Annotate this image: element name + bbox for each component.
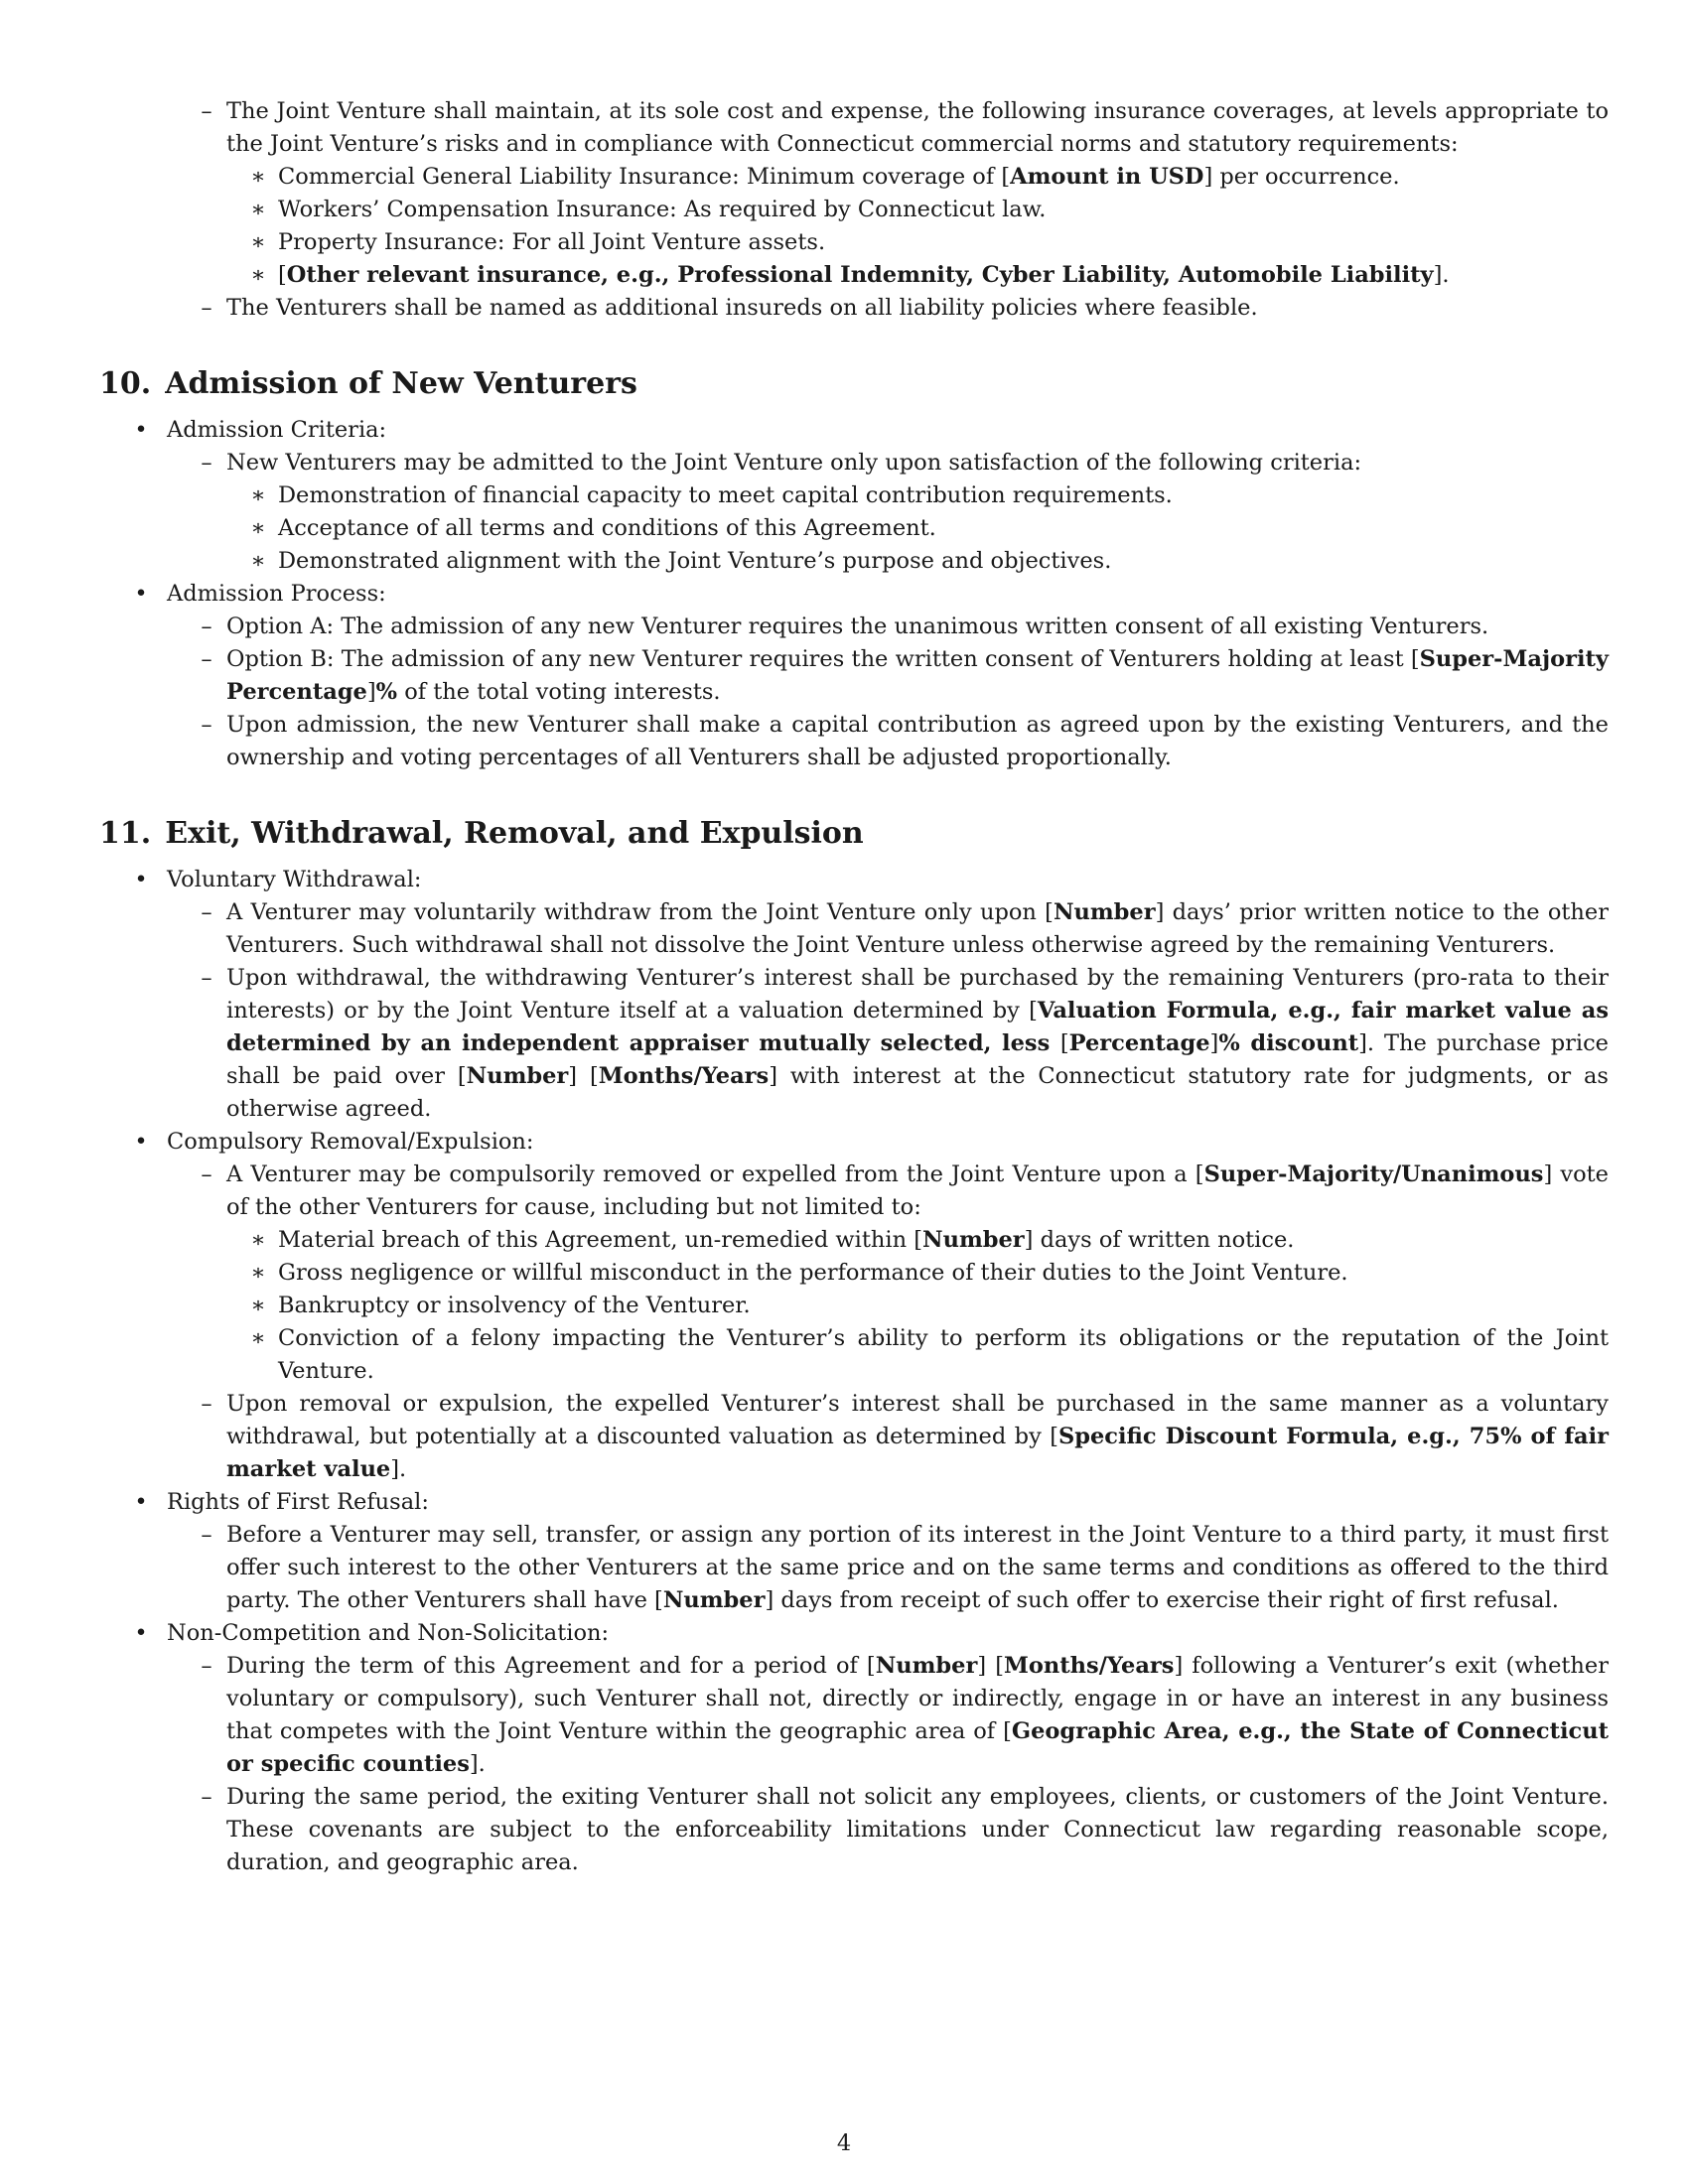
body-text: ]. (390, 1456, 407, 1482)
page-number: 4 (836, 2130, 852, 2156)
list-item-level-3 (99, 545, 1609, 578)
body-text: A Venturer may voluntarily withdraw from the Joint Venture only upon [ (226, 899, 1054, 925)
section-title: Exit, Withdrawal, Removal, and Expulsion (165, 816, 864, 851)
bullet-marker: • (134, 1489, 148, 1515)
section-10-list (99, 414, 1609, 774)
dash-marker: – (201, 712, 212, 738)
list-item-level-2 (99, 962, 1609, 1126)
body-text: Upon withdrawal, the withdrawing Venturer’s interest shall be purchased by the remaining Venturers (pro-rata to their interests) or by the Joint Venture itself at a valuation determined by [ (226, 965, 1609, 1024)
list-item-level-3 (99, 1322, 1609, 1388)
body-text: of the total voting interests. (397, 679, 721, 705)
list-item-level-2 (99, 709, 1609, 774)
bullet-marker: • (134, 417, 148, 443)
list-item-level-1 (99, 1486, 1609, 1519)
body-text: Compulsory Removal/Expulsion: (167, 1129, 534, 1155)
section-10-heading (99, 364, 1609, 404)
body-text: ] per occurrence. (1203, 164, 1400, 190)
body-text: Bankruptcy or insolvency of the Venturer. (278, 1293, 751, 1318)
section-number: 10. (99, 366, 152, 401)
dash-marker: – (201, 614, 212, 639)
body-text: The Venturers shall be named as additional insureds on all liability policies where feasible. (226, 295, 1258, 321)
list-item-level-2 (99, 1650, 1609, 1781)
list-item-level-3 (99, 1224, 1609, 1257)
placeholder-text: Specific Discount Formula, e.g., 75% of fair market value (226, 1424, 1609, 1482)
asterisk-marker: ∗ (250, 197, 266, 222)
asterisk-marker: ∗ (250, 1260, 266, 1286)
body-text: Gross negligence or willful misconduct in the performance of their duties to the Joint Venture. (278, 1260, 1348, 1286)
body-text: [ (1059, 1030, 1069, 1056)
placeholder-text: Amount in USD (1010, 164, 1204, 190)
placeholder-text: Super-Majority/Unanimous (1203, 1161, 1544, 1187)
bullet-marker: • (134, 867, 148, 892)
asterisk-marker: ∗ (250, 229, 266, 255)
body-text: Demonstration of financial capacity to meet capital contribution requirements. (278, 482, 1173, 508)
placeholder-text: Number (662, 1587, 766, 1613)
body-text: ]. (1433, 262, 1450, 288)
placeholder-text: Number (466, 1063, 569, 1089)
body-text: The Joint Venture shall maintain, at its sole cost and expense, the following insurance coverages, at levels appropriate to the Joint Venture’s risks and in compliance with Connecticut commercial norms and statutory requirements: (226, 98, 1609, 157)
list-item-level-2 (99, 95, 1609, 161)
body-text: Admission Criteria: (167, 417, 387, 443)
list-item-level-2 (99, 1781, 1609, 1879)
body-text: ] (366, 679, 376, 705)
placeholder-text: % discount (1218, 1030, 1359, 1056)
placeholder-text: Number (875, 1653, 978, 1679)
body-text: Admission Process: (167, 581, 386, 607)
body-text: During the same period, the exiting Venturer shall not solicit any employees, clients, or customers of the Joint Venture. These covenants are subject to the enforceability limitations under Connecticut law regarding reasonable scope, duration, and geographic area. (226, 1784, 1609, 1875)
body-text: [ (1001, 164, 1011, 190)
list-item-level-2 (99, 896, 1609, 962)
bullet-marker: • (134, 1129, 148, 1155)
body-text: Option A: The admission of any new Venturer requires the unanimous written consent of all existing Venturers. (226, 614, 1489, 639)
list-item-level-3 (99, 1290, 1609, 1322)
body-text: ] following a Venturer’s exit (whether voluntary or compulsory), such Venturer shall not, directly or indirectly, engage in or have an interest in any business that competes with the Joint Venture within the geographic area of [ (226, 1653, 1609, 1744)
dash-marker: – (201, 1653, 212, 1679)
asterisk-marker: ∗ (250, 548, 266, 574)
body-text: New Venturers may be admitted to the Joint Venture only upon satisfaction of the following criteria: (226, 450, 1362, 476)
placeholder-text: % (375, 679, 398, 705)
section-number: 11. (99, 816, 152, 851)
list-item-level-2 (99, 1388, 1609, 1486)
list-item-level-1 (99, 1126, 1609, 1159)
placeholder-text: Number (922, 1227, 1025, 1253)
dash-marker: – (201, 1161, 212, 1187)
body-text: ] (1209, 1030, 1219, 1056)
placeholder-text: Months/Years (598, 1063, 770, 1089)
body-text: Upon removal or expulsion, the expelled Venturer’s interest shall be purchased in the same manner as a voluntary withdrawal, but potentially at a discounted valuation as determined by [ (226, 1391, 1609, 1449)
list-item-level-3 (99, 259, 1609, 292)
body-text: [ (278, 262, 287, 288)
body-text: Workers’ Compensation Insurance: As required by Connecticut law. (278, 197, 1047, 222)
list-item-level-2 (99, 611, 1609, 643)
dash-marker: – (201, 450, 212, 476)
list-item-level-3 (99, 194, 1609, 226)
body-text: ] days’ prior written notice to the other Venturers. Such withdrawal shall not dissolve the Joint Venture unless otherwise agreed by the remaining Venturers. (226, 899, 1609, 958)
placeholder-text: Months/Years (1004, 1653, 1175, 1679)
body-text: ] days of written notice. (1024, 1227, 1295, 1253)
asterisk-marker: ∗ (250, 1325, 266, 1351)
body-text: Option B: The admission of any new Venturer requires the written consent of Venturers holding at least [ (226, 646, 1420, 672)
body-text: Commercial General Liability Insurance: Minimum coverage of (278, 164, 1002, 190)
bullet-marker: • (134, 1620, 148, 1646)
dash-marker: – (201, 1522, 212, 1548)
body-text: Voluntary Withdrawal: (167, 867, 422, 892)
body-text: Property Insurance: For all Joint Venture assets. (278, 229, 826, 255)
list-item-level-2 (99, 643, 1609, 709)
placeholder-text: Other relevant insurance, e.g., Professional Indemnity, Cyber Liability, Automobile Liability (286, 262, 1434, 288)
body-text: Acceptance of all terms and conditions of this Agreement. (278, 515, 936, 541)
body-text: ] [ (977, 1653, 1004, 1679)
list-item-level-2 (99, 1519, 1609, 1617)
section-11-list (99, 864, 1609, 1879)
list-item-level-1 (99, 1617, 1609, 1650)
section-title: Admission of New Venturers (165, 366, 637, 401)
body-text: ]. (469, 1751, 486, 1777)
body-text: During the term of this Agreement and for a period of [ (226, 1653, 876, 1679)
list-item-level-1 (99, 414, 1609, 447)
dash-marker: – (201, 98, 212, 124)
list-item-level-2 (99, 292, 1609, 325)
body-text: Non-Competition and Non-Solicitation: (167, 1620, 610, 1646)
body-text: Before a Venturer may sell, transfer, or assign any portion of its interest in the Joint Venture to a third party, it must first offer such interest to the other Venturers at the same price and on the same terms and conditions as offered to the third party. The other Venturers shall have [ (226, 1522, 1609, 1613)
bullet-marker: • (134, 581, 148, 607)
dash-marker: – (201, 965, 212, 991)
list-item-level-3 (99, 161, 1609, 194)
placeholder-text: Geographic Area, e.g., the State of Connecticut or specific counties (226, 1718, 1609, 1777)
list-item-level-2 (99, 447, 1609, 479)
body-text: ] [ (568, 1063, 599, 1089)
placeholder-text: Valuation Formula, e.g., fair market value as determined by an independent appraiser mutually selected, less (226, 998, 1610, 1056)
body-text: ] days from receipt of such offer to exercise their right of first refusal. (765, 1587, 1559, 1613)
asterisk-marker: ∗ (250, 164, 266, 190)
list-item-level-3 (99, 226, 1609, 259)
body-text: Upon admission, the new Venturer shall make a capital contribution as agreed upon by the existing Venturers, and the ownership and voting percentages of all Venturers shall be adjusted proportionally. (226, 712, 1609, 770)
dash-marker: – (201, 1391, 212, 1417)
dash-marker: – (201, 1784, 212, 1810)
body-text: Conviction of a felony impacting the Venturer’s ability to perform its obligations or the reputation of the Joint Venture. (278, 1325, 1609, 1384)
body-text: ]. The purchase price shall be paid over [ (226, 1030, 1609, 1089)
body-text: ] vote of the other Venturers for cause, including but not limited to: (226, 1161, 1609, 1220)
body-text: Demonstrated alignment with the Joint Venture’s purpose and objectives. (278, 548, 1112, 574)
body-text: Material breach of this Agreement, un-remedied within [ (278, 1227, 923, 1253)
dash-marker: – (201, 899, 212, 925)
body-text: ] with interest at the Connecticut statutory rate for judgments, or as otherwise agreed. (226, 1063, 1609, 1122)
asterisk-marker: ∗ (250, 1227, 266, 1253)
section-9-insurance-list (99, 95, 1609, 325)
list-item-level-3 (99, 479, 1609, 512)
list-item-level-3 (99, 512, 1609, 545)
list-item-level-1 (99, 864, 1609, 896)
placeholder-text: Number (1053, 899, 1156, 925)
asterisk-marker: ∗ (250, 262, 266, 288)
asterisk-marker: ∗ (250, 482, 266, 508)
asterisk-marker: ∗ (250, 1293, 266, 1318)
list-item-level-3 (99, 1257, 1609, 1290)
document-body (99, 95, 1609, 1879)
dash-marker: – (201, 646, 212, 672)
section-11-heading (99, 814, 1609, 854)
dash-marker: – (201, 295, 212, 321)
asterisk-marker: ∗ (250, 515, 266, 541)
body-text: Rights of First Refusal: (167, 1489, 429, 1515)
body-text: A Venturer may be compulsorily removed or expelled from the Joint Venture upon a [ (226, 1161, 1204, 1187)
list-item-level-2 (99, 1159, 1609, 1224)
list-item-level-1 (99, 578, 1609, 611)
placeholder-text: Super-Majority Percentage (226, 646, 1609, 705)
placeholder-text: Percentage (1068, 1030, 1210, 1056)
